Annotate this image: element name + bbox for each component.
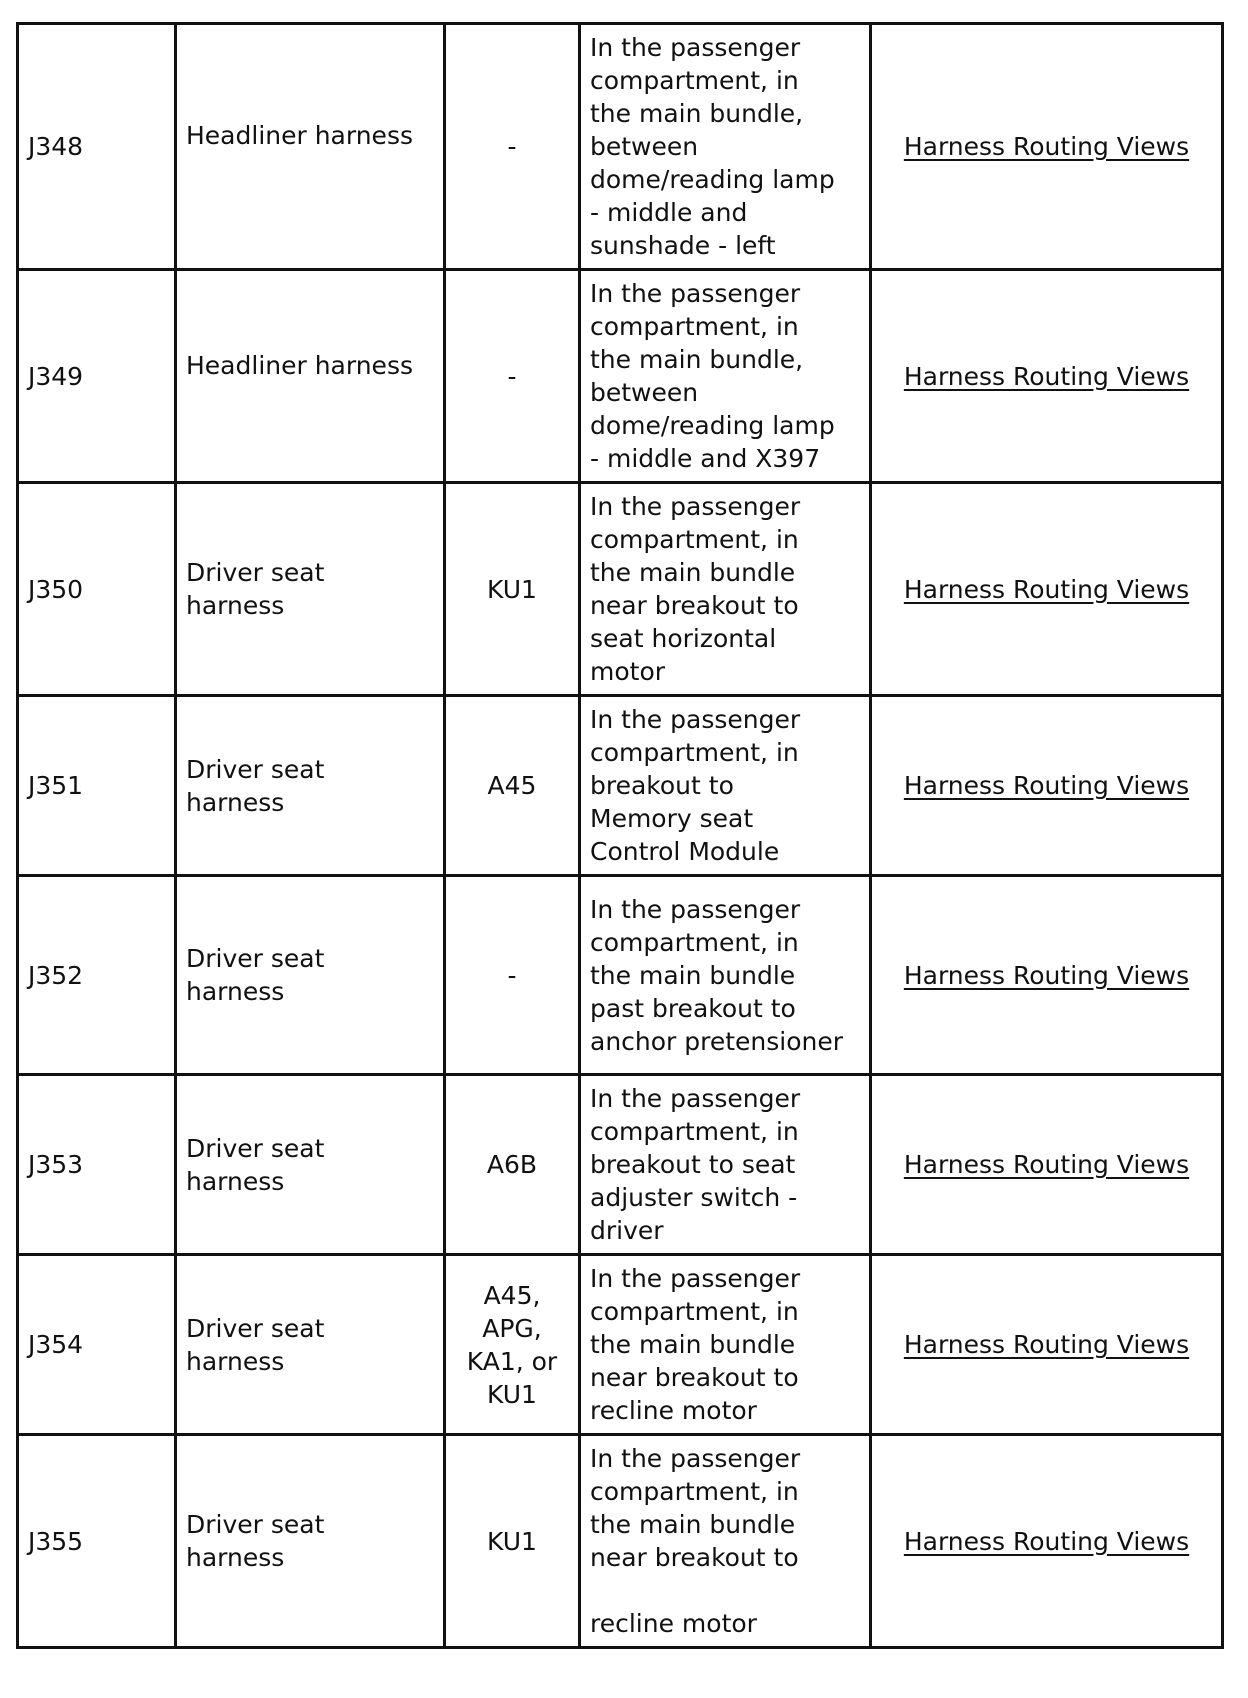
location-description-text: In the passenger compartment, in breakout to seat adjuster switch - driver (590, 1084, 801, 1245)
harness-name-cell (176, 1435, 445, 1648)
option-code-text: KU1 (487, 1526, 537, 1556)
option-code-cell (445, 1075, 580, 1255)
option-code-text: A45 (487, 771, 537, 800)
location-description-text: In the passenger compartment, in the main bundle, between dome/reading lamp - middle and X397 (590, 279, 835, 473)
harness-name-cell (176, 483, 445, 696)
connector-id-cell: J349 (18, 270, 176, 483)
option-code-cell (445, 696, 580, 876)
table-row (18, 876, 1223, 1075)
harness-routing-views-link[interactable]: Harness Routing Views (903, 361, 1190, 391)
routing-link-cell (871, 24, 1223, 270)
table-body (18, 24, 1223, 1648)
routing-link-cell (871, 696, 1223, 876)
location-description-text: In the passenger compartment, in the main bundle near breakout to recline motor (590, 1444, 801, 1638)
location-description-cell (580, 483, 871, 696)
option-code-cell (445, 270, 580, 483)
location-description-cell (580, 1435, 871, 1648)
harness-name-text: Driver seat harness (186, 558, 325, 620)
routing-link-cell (871, 1255, 1223, 1435)
harness-routing-views-link[interactable]: Harness Routing Views (903, 574, 1190, 604)
harness-name-cell (176, 876, 445, 1075)
harness-routing-views-link[interactable]: Harness Routing Views (903, 132, 1190, 161)
harness-name-text: Driver seat harness (186, 754, 325, 817)
table-row (18, 696, 1223, 876)
location-description-text: In the passenger compartment, in the main bundle, between dome/reading lamp - middle and sunshade - left (590, 33, 835, 260)
table-row (18, 483, 1223, 696)
location-description-text: In the passenger compartment, in breakout to Memory seat Control Module (590, 705, 801, 866)
location-description-cell (580, 270, 871, 483)
option-code-text: KU1 (487, 574, 537, 604)
table-row (18, 1435, 1223, 1648)
option-code-cell (445, 876, 580, 1075)
location-description-text: In the passenger compartment, in the main bundle near breakout to seat horizontal motor (590, 492, 801, 686)
option-code-cell (445, 483, 580, 696)
connector-id-cell: J354 (18, 1255, 176, 1435)
location-description-cell (580, 876, 871, 1075)
table-row (18, 24, 1223, 270)
harness-name-cell (176, 696, 445, 876)
connector-id-cell: J348 (18, 24, 176, 270)
location-description-cell (580, 24, 871, 270)
option-code-cell (445, 1255, 580, 1435)
connector-id-cell: J352 (18, 876, 176, 1075)
harness-name-cell (176, 270, 445, 483)
harness-routing-views-link[interactable]: Harness Routing Views (903, 1150, 1190, 1179)
option-code-text: - (507, 132, 517, 161)
routing-link-cell (871, 1075, 1223, 1255)
harness-name-cell (176, 1075, 445, 1255)
connector-id-cell: J353 (18, 1075, 176, 1255)
option-code-text: - (507, 361, 517, 391)
harness-routing-views-link[interactable]: Harness Routing Views (903, 960, 1190, 990)
location-description-cell (580, 696, 871, 876)
routing-link-cell (871, 1435, 1223, 1648)
harness-name-cell (176, 1255, 445, 1435)
harness-name-text: Driver seat harness (186, 1133, 325, 1196)
harness-routing-views-link[interactable]: Harness Routing Views (903, 771, 1190, 800)
option-code-cell (445, 24, 580, 270)
option-code-text: A45, APG, KA1, or KU1 (466, 1280, 558, 1409)
location-description-cell (580, 1255, 871, 1435)
harness-name-text: Driver seat harness (186, 944, 325, 1006)
location-description-text: In the passenger compartment, in the main bundle past breakout to anchor pretensioner (590, 894, 844, 1056)
option-code-text: A6B (486, 1150, 538, 1179)
connector-id-cell: J350 (18, 483, 176, 696)
location-description-cell (580, 1075, 871, 1255)
routing-link-cell (871, 270, 1223, 483)
harness-name-cell (176, 24, 445, 270)
table-row (18, 1075, 1223, 1255)
harness-connector-table (16, 22, 1224, 1649)
harness-routing-views-link[interactable]: Harness Routing Views (903, 1330, 1190, 1359)
routing-link-cell (871, 483, 1223, 696)
harness-name-text: Headliner harness (186, 350, 413, 380)
harness-routing-views-link[interactable]: Harness Routing Views (903, 1526, 1190, 1556)
option-code-cell (445, 1435, 580, 1648)
table-row (18, 270, 1223, 483)
harness-name-text: Driver seat harness (186, 1510, 325, 1572)
connector-id-cell: J355 (18, 1435, 176, 1648)
harness-name-text: Driver seat harness (186, 1313, 325, 1376)
option-code-text: - (507, 960, 517, 990)
table-row (18, 1255, 1223, 1435)
routing-link-cell (871, 876, 1223, 1075)
location-description-text: In the passenger compartment, in the main bundle near breakout to recline motor (590, 1264, 801, 1425)
harness-name-text: Headliner harness (186, 121, 413, 150)
connector-id-cell: J351 (18, 696, 176, 876)
